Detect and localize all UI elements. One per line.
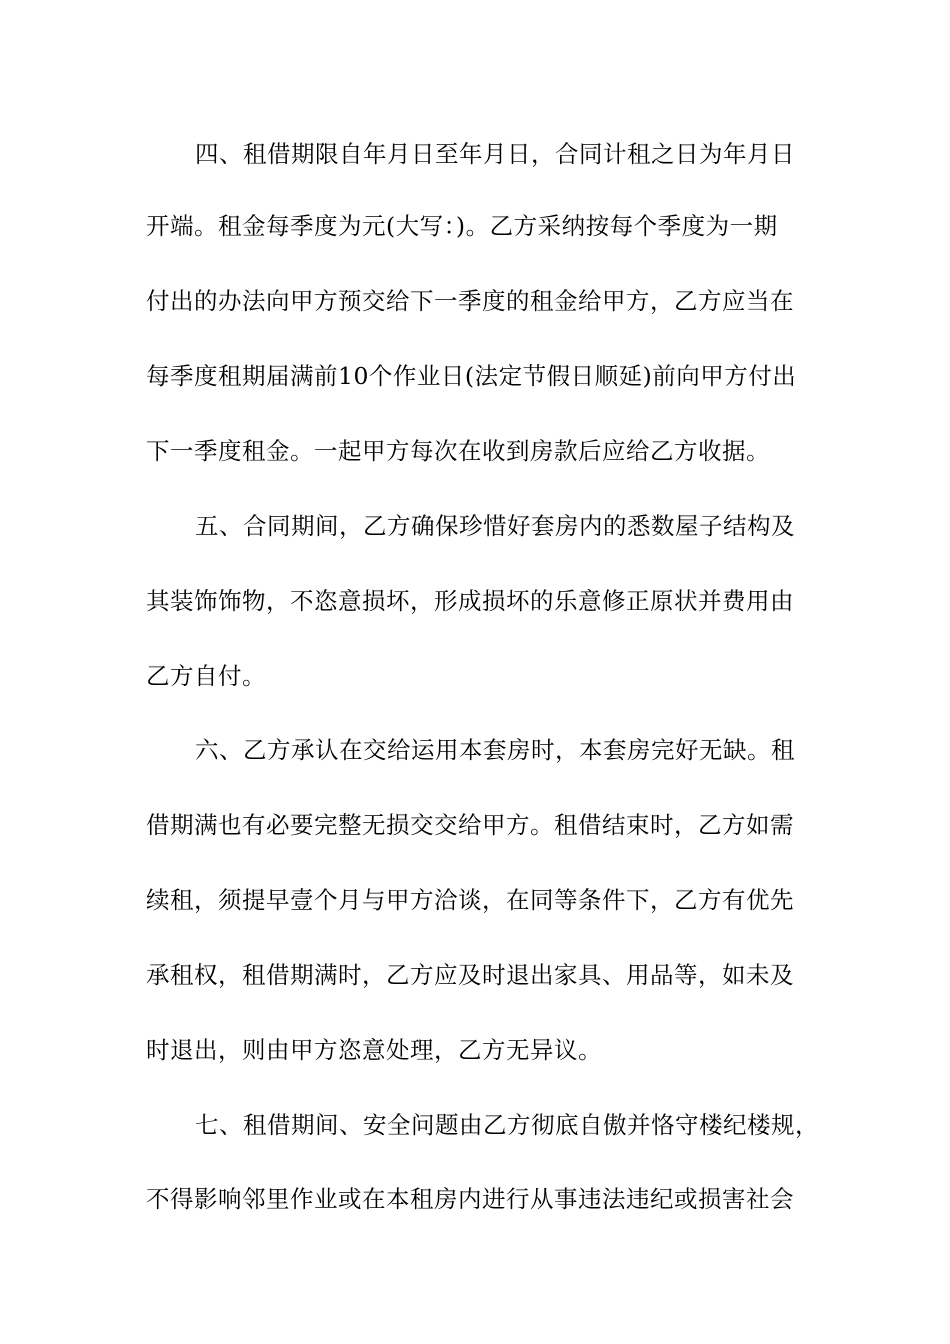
text-line: 开端。租金每季度为元(大写：)。乙方采纳按每个季度为一期 — [146, 212, 778, 240]
text-line: 其装饰饰物，不恣意损坏，形成损坏的乐意修正原状并费用由 — [146, 587, 794, 615]
text-line: 时退出，则由甲方恣意处理，乙方无异议。 — [146, 1036, 602, 1064]
text-line: 承租权，租借期满时，乙方应及时退出家具、用品等，如未及 — [146, 961, 794, 989]
text-line: 续租，须提早壹个月与甲方洽谈，在同等条件下，乙方有优先 — [146, 886, 794, 914]
text-line: 付出的办法向甲方预交给下一季度的租金给甲方，乙方应当在 — [146, 287, 794, 315]
text-line: 借期满也有必要完整无损交交给甲方。租借结束时，乙方如需 — [146, 811, 794, 839]
text-line: 四、租借期限自年月日至年月日，合同计租之日为年月日 — [195, 140, 795, 168]
text-line: 七、租借期间、安全问题由乙方彻底自傲并恪守楼纪楼规， — [195, 1111, 819, 1139]
text-line: 下一季度租金。一起甲方每次在收到房款后应给乙方收据。 — [146, 437, 770, 465]
text-line: 不得影响邻里作业或在本租房内进行从事违法违纪或损害社会 — [146, 1185, 794, 1213]
text-line: 五、合同期间，乙方确保珍惜好套房内的悉数屋子结构及 — [195, 512, 795, 540]
text-line: 六、乙方承认在交给运用本套房时，本套房完好无缺。租 — [195, 736, 795, 764]
text-line: 每季度租期届满前10个作业日(法定节假日顺延)前向甲方付出 — [146, 362, 797, 390]
text-line: 乙方自付。 — [146, 662, 266, 690]
